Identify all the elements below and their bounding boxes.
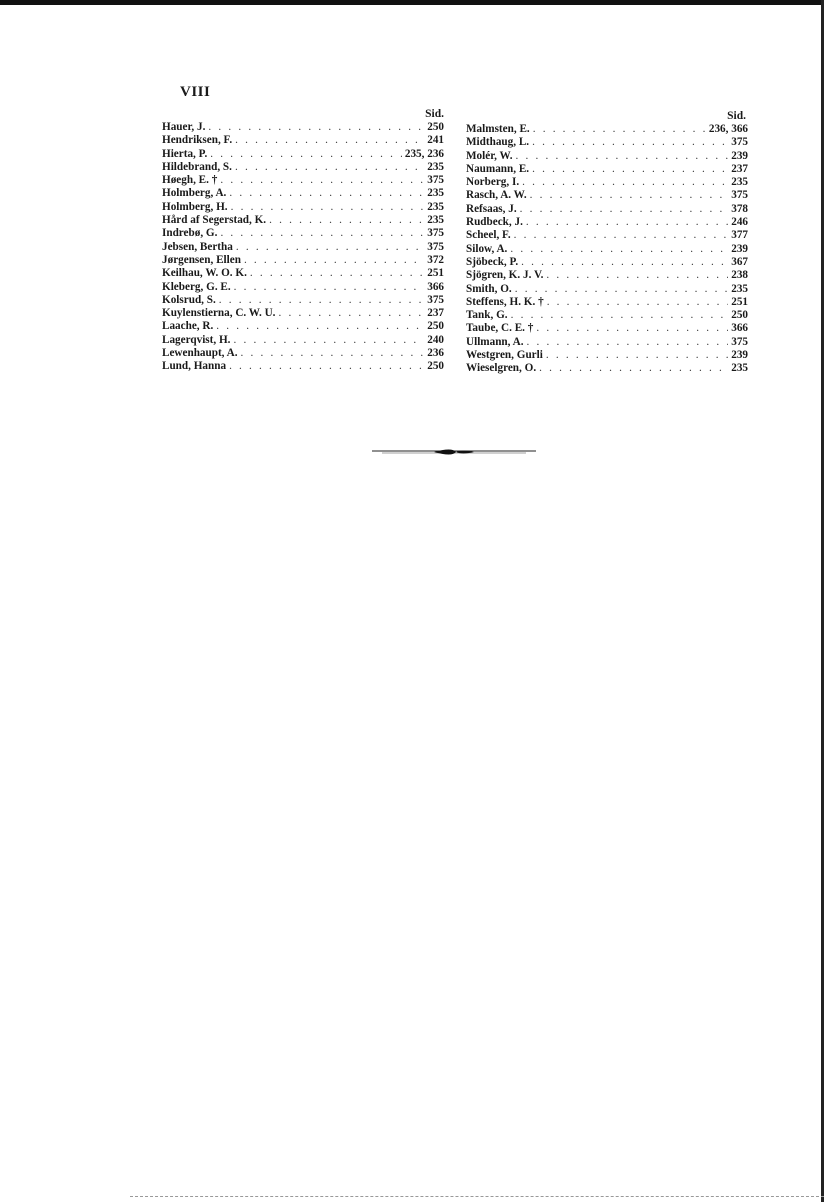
- index-entry: [466, 229, 748, 242]
- entry-leader-dots: [216, 320, 424, 333]
- index-entry: [466, 176, 748, 189]
- entry-leader-dots: [241, 347, 425, 360]
- entry-name: Holmberg, H.: [162, 200, 228, 213]
- entry-leader-dots: [546, 269, 728, 282]
- ornament-divider-icon: [372, 444, 536, 460]
- entry-name: Kolsrud, S.: [162, 293, 216, 306]
- index-entry: [162, 201, 444, 214]
- index-entry: [162, 121, 444, 134]
- entry-pages: 241: [427, 134, 444, 147]
- entry-leader-dots: [278, 307, 424, 320]
- index-entry: [466, 189, 748, 202]
- index-entry: [162, 254, 444, 267]
- entry-leader-dots: [510, 243, 728, 256]
- index-entry: [466, 163, 748, 176]
- entry-name: Silow, A.: [466, 242, 508, 255]
- entry-leader-dots: [520, 203, 729, 216]
- index-entry: [162, 148, 444, 161]
- index-entry: [162, 161, 444, 174]
- index-entry: [162, 347, 444, 360]
- entry-name: Keilhau, W. O. K.: [162, 267, 247, 280]
- entry-name: Malmsten, E.: [466, 123, 530, 135]
- entry-name: Taube, C. E. †: [466, 322, 534, 335]
- index-entry: [466, 203, 748, 216]
- entry-leader-dots: [220, 227, 424, 240]
- index-entry: [162, 227, 444, 240]
- index-entry: [466, 243, 748, 256]
- index-entry: [466, 123, 748, 136]
- index-entry: [466, 309, 748, 322]
- entry-leader-dots: [536, 322, 728, 335]
- entry-pages: 375: [731, 136, 748, 149]
- entry-leader-dots: [235, 134, 424, 147]
- index-entry: [466, 136, 748, 149]
- entry-pages: 378: [731, 202, 748, 215]
- entry-pages: 239: [731, 242, 748, 255]
- entry-name: Norberg, I.: [466, 176, 520, 189]
- entry-leader-dots: [521, 256, 728, 269]
- entry-name: Lewenhaupt, A.: [162, 347, 238, 360]
- entry-leader-dots: [530, 189, 729, 202]
- entry-name: Lund, Hanna: [162, 360, 227, 373]
- entry-name: Rudbeck, J.: [466, 216, 523, 229]
- entry-name: Holmberg, A.: [162, 187, 227, 200]
- entry-pages: 235: [427, 200, 444, 213]
- entry-name: Scheel, F.: [466, 229, 511, 242]
- index-entry: [162, 174, 444, 187]
- entry-pages: 236, 366: [708, 123, 748, 135]
- entry-name: Ullmann, A.: [466, 335, 524, 348]
- entry-name: Steffens, H. K. †: [466, 295, 544, 308]
- index-column-right: [466, 110, 748, 376]
- index-entry: [162, 214, 444, 227]
- entry-leader-dots: [539, 362, 728, 375]
- entry-name: Westgren, Gurli: [466, 349, 543, 362]
- entry-name: Kuylenstierna, C. W. U.: [162, 307, 276, 320]
- entry-pages: 239: [731, 349, 748, 362]
- entry-leader-dots: [208, 121, 424, 134]
- entry-leader-dots: [234, 281, 425, 294]
- index-entry: [466, 256, 748, 269]
- entry-pages: 235: [427, 160, 444, 173]
- entry-pages: 375: [427, 293, 444, 306]
- entry-pages: 237: [427, 307, 444, 320]
- page-bottom-rule: [130, 1196, 824, 1198]
- entry-pages: 239: [731, 149, 748, 162]
- entry-leader-dots: [526, 216, 728, 229]
- entry-pages: 237: [731, 162, 748, 175]
- index-entry: [162, 334, 444, 347]
- entry-leader-dots: [532, 163, 728, 176]
- entry-name: Hauer, J.: [162, 121, 206, 133]
- index-entry: [162, 320, 444, 333]
- index-entry: [466, 336, 748, 349]
- entry-pages: 235: [731, 362, 748, 375]
- entry-pages: 366: [427, 280, 444, 293]
- entry-leader-dots: [269, 214, 424, 227]
- entry-name: Hierta, P.: [162, 147, 208, 160]
- entry-name: Hildebrand, S.: [162, 160, 232, 173]
- entry-pages: 377: [731, 229, 748, 242]
- entry-leader-dots: [522, 176, 728, 189]
- index-entry: [162, 267, 444, 280]
- entry-pages: 235: [427, 187, 444, 200]
- entry-pages: 251: [731, 295, 748, 308]
- index-entry: [466, 362, 748, 375]
- index-list-right: [466, 123, 748, 376]
- index-entry: [162, 281, 444, 294]
- entry-name: Hendriksen, F.: [162, 134, 233, 147]
- entry-pages: 236: [427, 347, 444, 360]
- entry-name: Høegh, E. †: [162, 174, 218, 187]
- entry-name: Tank, G.: [466, 309, 508, 322]
- index-entry: [162, 187, 444, 200]
- entry-name: Laache, R.: [162, 320, 214, 333]
- entry-pages: 250: [427, 121, 444, 133]
- entry-pages: 250: [731, 309, 748, 322]
- entry-pages: 235, 236: [404, 147, 444, 160]
- index-entry: [466, 283, 748, 296]
- entry-name: Jørgensen, Ellen: [162, 253, 241, 266]
- entry-pages: 375: [427, 240, 444, 253]
- page-top-border: [0, 0, 824, 5]
- index-entry: [162, 241, 444, 254]
- index-entry: [466, 269, 748, 282]
- entry-name: Kleberg, G. E.: [162, 280, 231, 293]
- entry-leader-dots: [233, 334, 424, 347]
- entry-leader-dots: [219, 294, 424, 307]
- entry-leader-dots: [527, 336, 729, 349]
- entry-pages: 235: [427, 214, 444, 227]
- entry-pages: 251: [427, 267, 444, 280]
- entry-pages: 246: [731, 216, 748, 229]
- entry-name: Lagerqvist, H.: [162, 333, 231, 346]
- entry-leader-dots: [236, 241, 424, 254]
- entry-name: Refsaas, J.: [466, 202, 517, 215]
- entry-name: Smith, O.: [466, 282, 512, 295]
- index-entry: [466, 216, 748, 229]
- entry-name: Sjöbeck, P.: [466, 255, 519, 268]
- index-entry: [466, 150, 748, 163]
- index-entry: [466, 296, 748, 309]
- index-entry: [466, 349, 748, 362]
- entry-pages: 367: [731, 255, 748, 268]
- entry-leader-dots: [516, 150, 729, 163]
- entry-pages: 235: [731, 282, 748, 295]
- entry-leader-dots: [231, 201, 425, 214]
- entry-leader-dots: [235, 161, 424, 174]
- entry-name: Rasch, A. W.: [466, 189, 527, 202]
- index-list-left: [162, 121, 444, 374]
- entry-leader-dots: [515, 283, 729, 296]
- entry-pages: 375: [731, 189, 748, 202]
- entry-leader-dots: [220, 174, 424, 187]
- entry-pages: 375: [427, 227, 444, 240]
- index-entry: [162, 360, 444, 373]
- column-header-sid: Sid.: [425, 108, 444, 120]
- entry-pages: 250: [427, 320, 444, 333]
- entry-name: Hård af Segerstad, K.: [162, 214, 267, 227]
- entry-leader-dots: [210, 148, 402, 161]
- entry-name: Indrebø, G.: [162, 227, 218, 240]
- entry-leader-dots: [533, 123, 706, 136]
- entry-pages: 366: [731, 322, 748, 335]
- entry-name: Sjögren, K. J. V.: [466, 269, 544, 282]
- index-entry: [162, 307, 444, 320]
- index-entry: [466, 322, 748, 335]
- index-column-left: [162, 108, 444, 374]
- entry-leader-dots: [250, 267, 424, 280]
- entry-leader-dots: [229, 360, 424, 373]
- entry-leader-dots: [511, 309, 729, 322]
- column-header-sid: Sid.: [727, 110, 746, 122]
- entry-name: Jebsen, Bertha: [162, 240, 233, 253]
- entry-pages: 240: [427, 333, 444, 346]
- entry-pages: 250: [427, 360, 444, 373]
- index-entry: [162, 134, 444, 147]
- entry-name: Molér, W.: [466, 149, 513, 162]
- entry-pages: 375: [427, 174, 444, 187]
- entry-leader-dots: [532, 136, 728, 149]
- entry-leader-dots: [244, 254, 424, 267]
- entry-pages: 375: [731, 335, 748, 348]
- page-number: VIII: [180, 84, 211, 100]
- entry-name: Wieselgren, O.: [466, 362, 537, 375]
- entry-leader-dots: [229, 187, 424, 200]
- entry-leader-dots: [546, 349, 728, 362]
- entry-pages: 238: [731, 269, 748, 282]
- entry-pages: 372: [427, 253, 444, 266]
- entry-leader-dots: [547, 296, 729, 309]
- index-entry: [162, 294, 444, 307]
- entry-leader-dots: [514, 229, 729, 242]
- entry-name: Midthaug, L.: [466, 136, 530, 149]
- entry-pages: 235: [731, 176, 748, 189]
- entry-name: Naumann, E.: [466, 162, 530, 175]
